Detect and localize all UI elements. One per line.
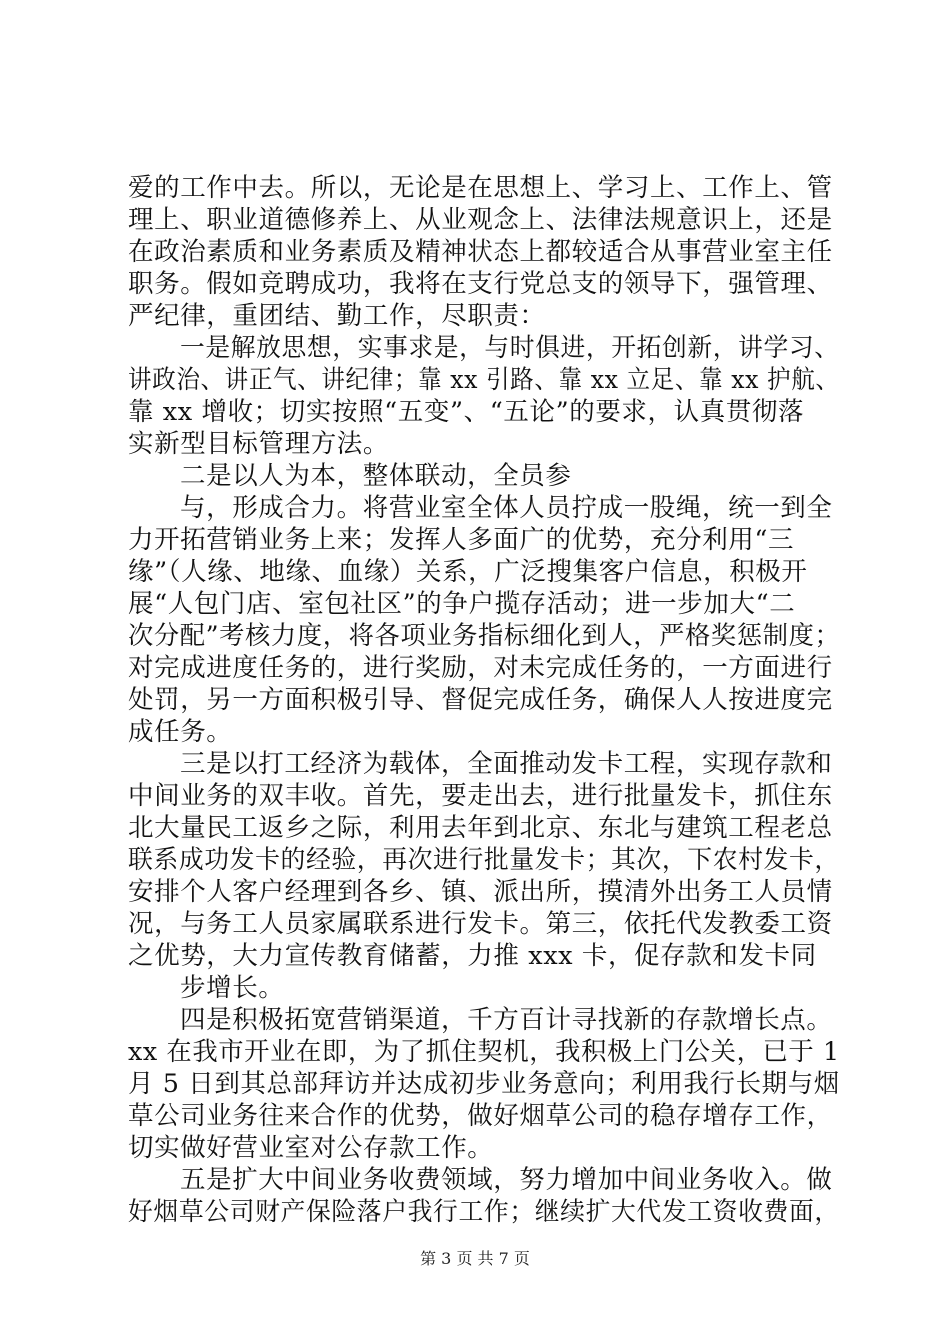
text-line: 缘”（人缘、地缘、血缘）关系，广泛搜集客户信息，积极开 <box>128 557 808 587</box>
text-line: 成任务。 <box>128 717 233 747</box>
text-line: 理上、职业道德修养上、从业观念上、法律法规意识上，还是 <box>128 205 833 235</box>
text-line: 况，与务工人员家属联系进行发卡。第三，依托代发教委工资 <box>128 909 833 939</box>
paragraph-start: 四是积极拓宽营销渠道，千方百计寻找新的存款增长点。 <box>180 1005 833 1035</box>
text-line: 月 5 日到其总部拜访并达成初步业务意向；利用我行长期与烟 <box>128 1069 840 1099</box>
text-line: 在政治素质和业务素质及精神状态上都较适合从事营业室主任 <box>128 237 833 267</box>
text-line: 步增长。 <box>180 973 285 1003</box>
page-number-footer: 第 3 页 共 7 页 <box>420 1249 530 1268</box>
text-line: 讲政治、讲正气、讲纪律；靠 xx 引路、靠 xx 立足、靠 xx 护航、 <box>128 365 840 395</box>
text-line: 切实做好营业室对公存款工作。 <box>128 1133 494 1163</box>
text-line: 严纪律，重团结、勤工作，尽职责： <box>128 301 546 331</box>
text-line: 处罚，另一方面积极引导、督促完成任务，确保人人按进度完 <box>128 685 833 715</box>
text-line: 联系成功发卡的经验，再次进行批量发卡；其次，下农村发卡， <box>128 845 840 875</box>
text-line: 次分配”考核力度，将各项业务指标细化到人，严格奖惩制度； <box>128 621 841 651</box>
paragraph-start: 五是扩大中间业务收费领域，努力增加中间业务收入。做 <box>180 1165 833 1195</box>
paragraph-start: 三是以打工经济为载体，全面推动发卡工程，实现存款和 <box>180 749 833 779</box>
text-line: 力开拓营销业务上来；发挥人多面广的优势，充分利用“三 <box>128 525 795 555</box>
paragraph-start: 一是解放思想，实事求是，与时俱进，开拓创新，讲学习、 <box>180 333 840 363</box>
text-line: 北大量民工返乡之际，利用去年到北京、东北与建筑工程老总 <box>128 813 833 843</box>
text-line: 职务。假如竞聘成功，我将在支行党总支的领导下，强管理、 <box>128 269 833 299</box>
text-line: 靠 xx 增收；切实按照“五变”、“五论”的要求，认真贯彻落 <box>128 397 805 427</box>
text-line: 中间业务的双丰收。首先，要走出去，进行批量发卡，抓住东 <box>128 781 833 811</box>
text-line: 实新型目标管理方法。 <box>128 429 390 459</box>
text-line: 对完成进度任务的，进行奖励，对未完成任务的，一方面进行 <box>128 653 833 683</box>
text-line: 与，形成合力。将营业室全体人员拧成一股绳，统一到全 <box>180 493 833 523</box>
text-line: 展“人包门店、室包社区”的争户揽存活动；进一步加大“二 <box>128 589 796 619</box>
paragraph-start: 二是以人为本，整体联动，全员参 <box>180 461 572 491</box>
text-line: 好烟草公司财产保险落户我行工作；继续扩大代发工资收费面， <box>128 1197 840 1227</box>
text-line: 之优势，大力宣传教育储蓄，力推 xxx 卡，促存款和发卡同 <box>128 941 817 971</box>
text-line: 爱的工作中去。所以，无论是在思想上、学习上、工作上、管 <box>128 173 833 203</box>
text-line: 草公司业务往来合作的优势，做好烟草公司的稳存增存工作， <box>128 1101 833 1131</box>
text-line: 安排个人客户经理到各乡、镇、派出所，摸清外出务工人员情 <box>128 877 833 907</box>
text-line: xx 在我市开业在即，为了抓住契机，我积极上门公关，已于 1 <box>128 1037 840 1067</box>
